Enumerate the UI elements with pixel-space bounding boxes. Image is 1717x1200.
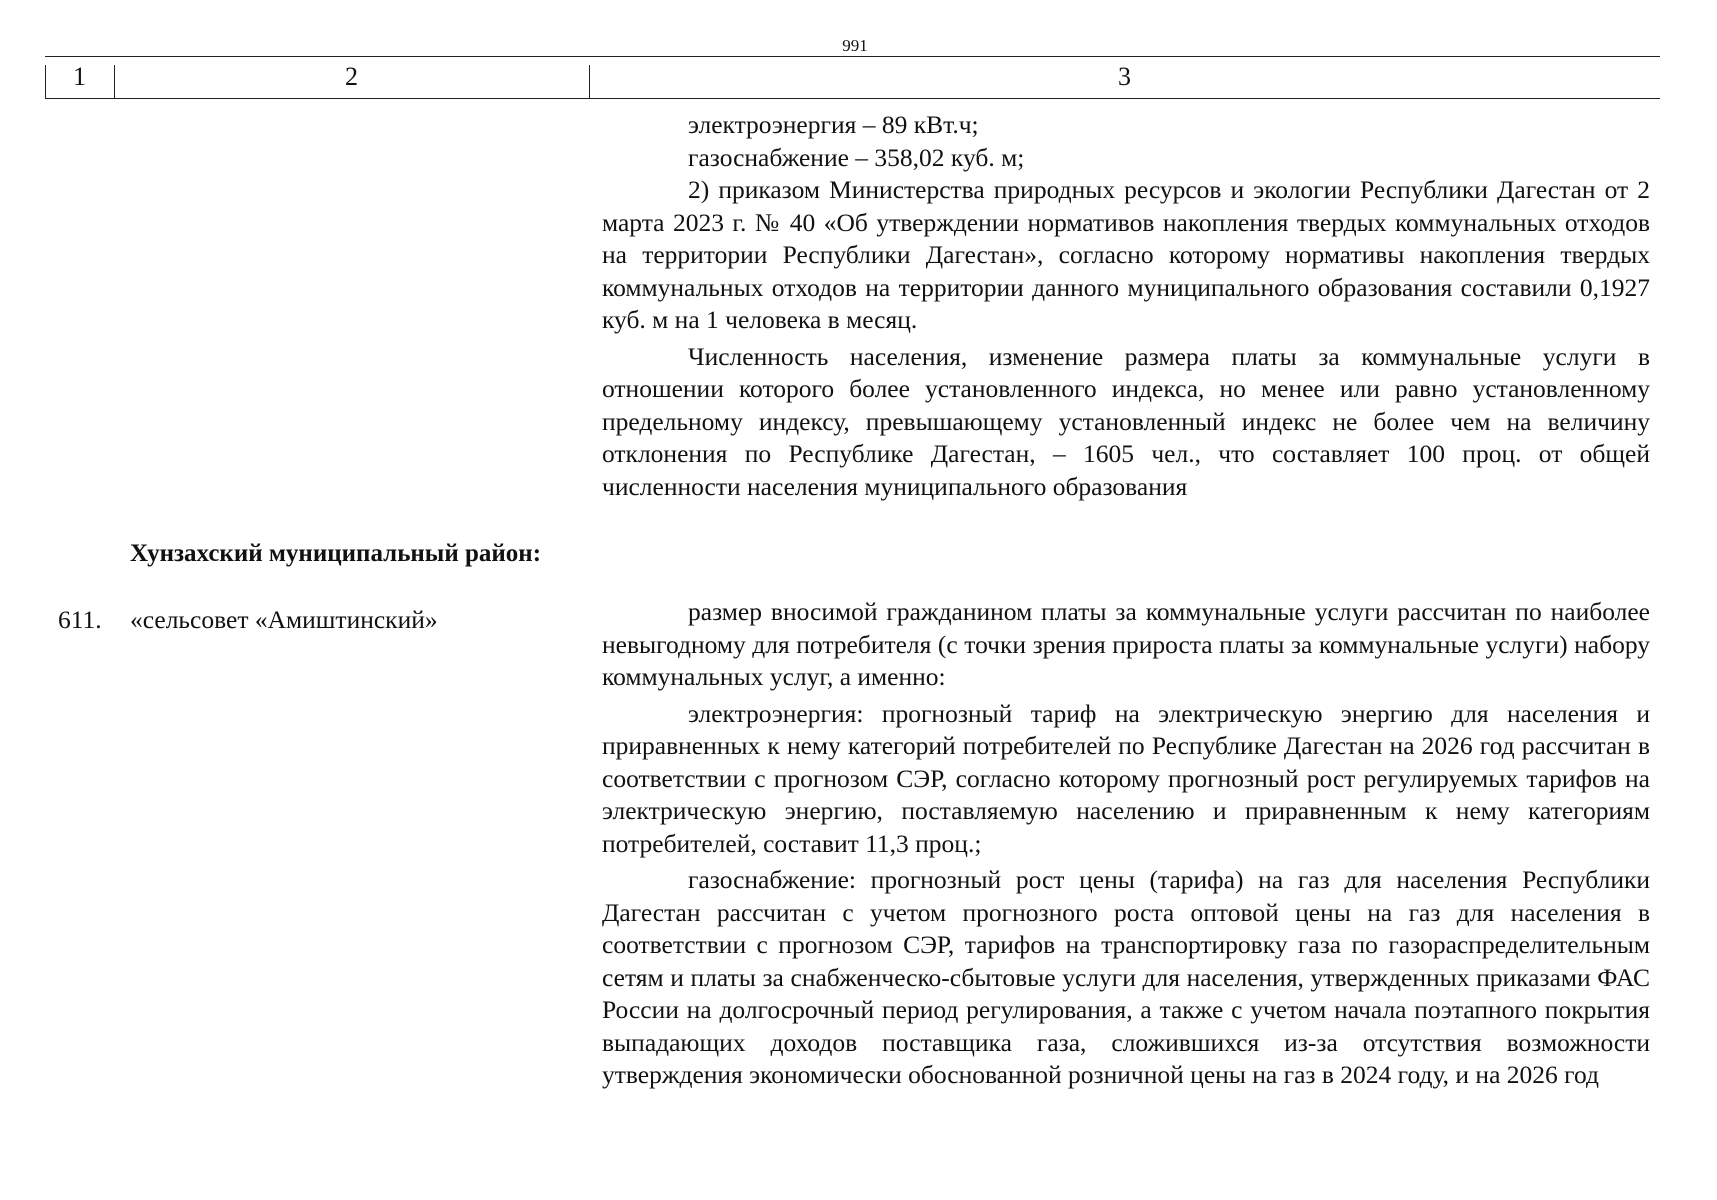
column-number-2: 2 xyxy=(345,62,358,91)
column-number-1: 1 xyxy=(73,62,86,91)
header-bottom-rule xyxy=(45,98,1660,99)
text-paragraph: размер вносимой гражданином платы за коммунальные услуги рассчитан по наиболее невыгодному для потребителя (с точки зрения прироста платы за коммунальные услуги) набору коммунальных услуг, а именно: xyxy=(602,597,1650,691)
page-number: 991 xyxy=(842,36,868,55)
text-line: газоснабжение – 358,02 куб. м; xyxy=(688,142,1025,172)
text-paragraph: Численность населения, изменение размера платы за коммунальные услуги в отношении которого более установленного индекса, но менее или равно установленному предельному индексу, превышающему установленный индекс не более чем на величину отклонения по Республике Дагестан, – 1605 чел., что составляет 100 проц. от общей численности населения муниципального образования xyxy=(602,341,1650,501)
continuation-text-block xyxy=(602,109,1650,503)
text-line: электроэнергия – 89 кВт.ч; xyxy=(688,110,979,139)
row-description xyxy=(602,596,1650,1092)
district-heading: Хунзахский муниципальный район: xyxy=(130,540,542,567)
header-top-rule xyxy=(45,56,1660,57)
row-name: «сельсовет «Амиштинский» xyxy=(130,605,438,634)
column-number-3: 3 xyxy=(1118,62,1131,91)
row-number: 611. xyxy=(58,605,102,634)
text-paragraph: 2) приказом Министерства природных ресурсов и экологии Республики Дагестан от 2 марта 2023 г. № 40 «Об утверждении нормативов накопления твердых коммунальных отходов на территории Республики Дагестан», согласно которому нормативы накопления твердых коммунальных отходов на территории данного муниципального образования составили 0,1927 куб. м на 1 человека в месяц. xyxy=(602,175,1650,334)
text-paragraph: электроэнергия: прогнозный тариф на электрическую энергию для населения и приравненных к нему категорий потребителей по Республике Дагестан на 2026 год рассчитан в соответствии с прогнозом СЭР, согласно которому прогнозный рост регулируемых тарифов на электрическую энергию, поставляемую населению и приравненным к нему категориям потребителей, составит 11,3 проц.; xyxy=(602,698,1650,858)
text-paragraph: газоснабжение: прогнозный рост цены (тарифа) на газ для населения Республики Дагестан рассчитан с учетом прогнозного роста оптовой цены на газ для населения в соответствии с прогнозом СЭР, тарифов на транспортировку газа по газораспределительным сетям и платы за снабженческо-сбытовые услуги для населения, утвержденных приказами ФАС России на долгосрочный период регулирования, а также с учетом начала поэтапного покрытия выпадающих доходов поставщика газа, сложившихся из-за отсутствия возможности утверждения экономически обоснованной розничной цены на газ в 2024 году, и на 2026 год xyxy=(602,865,1650,1089)
